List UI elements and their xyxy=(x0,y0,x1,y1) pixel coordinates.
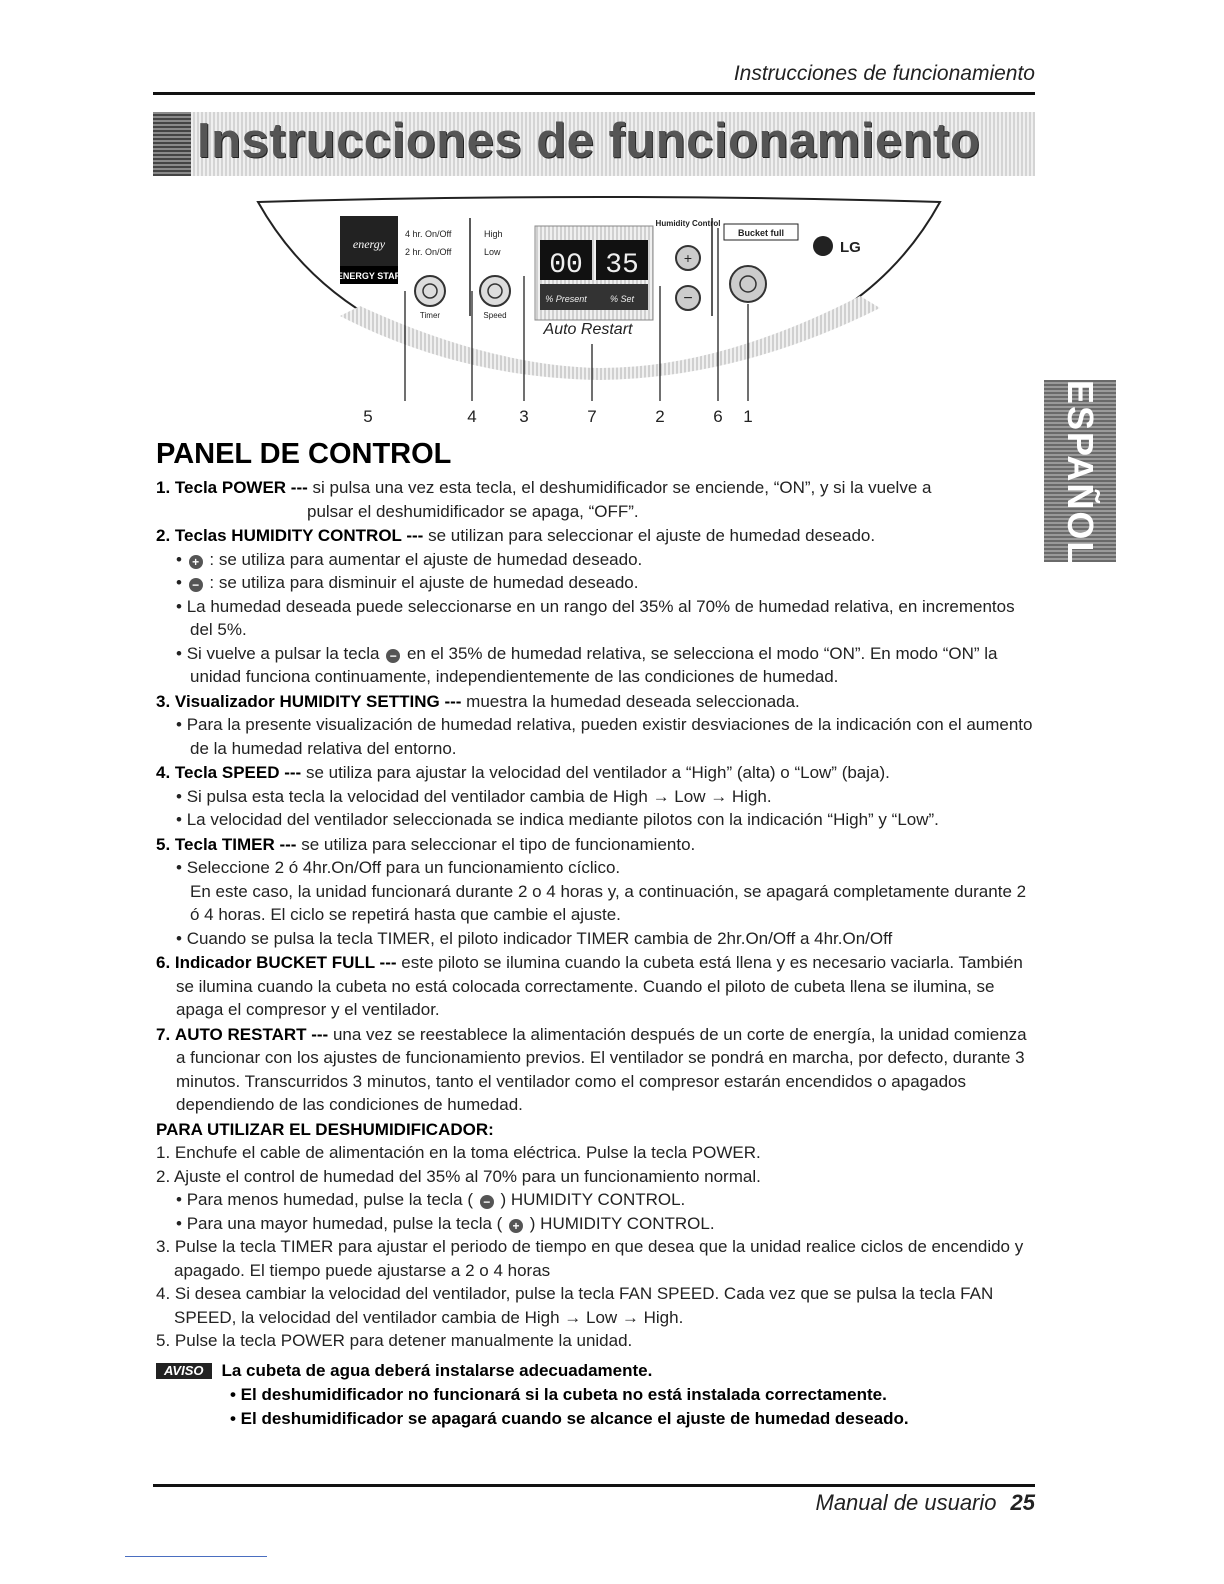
present-label: % Present xyxy=(545,294,587,304)
item-timer: 5. Tecla TIMER --- se utiliza para seleccionar el tipo de funcionamiento. • Seleccione 2 ó 4hr.On/Off para un funcionamiento cíclico. En este caso, la unidad funcionará durante 2 o 4 horas y, a continuación, se apagará completamente durante 2 ó 4 horas. El ciclo se repetirá hasta que cambie el ajuste. • Cuando se pulsa la tecla TIMER, el piloto indicador TIMER cambia de 2hr.On/Off a 4hr.On/Off xyxy=(156,834,1027,948)
title-block xyxy=(153,112,191,176)
callout-1: 1 xyxy=(743,407,753,426)
warning-badge: AVISO xyxy=(156,1363,212,1379)
usage-step-2b: • Para una mayor humedad, pulse la tecla ( + ) HUMIDITY CONTROL. xyxy=(176,1213,715,1233)
speed-button xyxy=(480,276,510,306)
instructions-content xyxy=(156,476,1036,1431)
callout-2: 2 xyxy=(655,407,665,426)
usage-step-2: 2. Ajuste el control de humedad del 35% al 70% para un funcionamiento normal. xyxy=(156,1166,761,1186)
minus-icon: − xyxy=(386,649,400,663)
callout-4: 4 xyxy=(467,407,477,426)
speed-opt-high: High xyxy=(484,229,503,239)
usage-step-2a: • Para menos humedad, pulse la tecla ( − ) HUMIDITY CONTROL. xyxy=(176,1190,686,1209)
running-header: Instrucciones de funcionamiento xyxy=(733,62,1035,85)
timer-opt-2hr: 2 hr. On/Off xyxy=(405,247,452,257)
bucket-full-label: Bucket full xyxy=(737,228,785,238)
item-bucket-full: 6. Indicador BUCKET FULL --- este piloto se ilumina cuando la cubeta está llena y es necesario vaciarla. También se ilumina cuando la cubeta no está colocada correctamente. Cuando el piloto de cubeta llena se ilumina, se apaga el compresor y el ventilador. xyxy=(156,953,1023,1019)
item-power: 1. Tecla POWER --- si pulsa una vez esta tecla, el deshumidificador se enciende, “ON”, y si la vuelve a pulsar el deshumidificador se apaga, “OFF”. xyxy=(156,478,932,521)
callout-5: 5 xyxy=(363,407,373,426)
footer-rule xyxy=(153,1484,1035,1487)
header-rule xyxy=(153,92,1035,95)
item-speed: 4. Tecla SPEED --- se utiliza para ajustar la velocidad del ventilador a “High” (alta) o “Low” (baja). • Si pulsa esta tecla la velocidad del ventilador cambia de High → Low → High. • La velocidad del ventilador seleccionada se indica mediante pilotos con la indicación “High” y “Low”. xyxy=(156,763,939,829)
callout-7: 7 xyxy=(587,407,597,426)
plus-icon: + xyxy=(189,555,203,569)
svg-text:+: + xyxy=(683,250,693,266)
warning-block: AVISO La cubeta de agua deberá instalarse adecuadamente. • El deshumidificador no funcionará si la cubeta no está instalada correctamente. • El deshumidificador se apagará cuando se alcance el ajuste de humedad deseado. xyxy=(156,1359,1036,1431)
usage-heading: PARA UTILIZAR EL DESHUMIDIFICADOR: xyxy=(156,1119,494,1139)
callout-3: 3 xyxy=(519,407,529,426)
svg-text:energy: energy xyxy=(352,237,386,251)
footer-manual-title: Manual de usuario xyxy=(815,1490,997,1515)
page-title: Instrucciones de funcionamiento xyxy=(197,114,981,168)
usage-step-5: 5. Pulse la tecla POWER para detener manualmente la unidad. xyxy=(156,1331,633,1350)
humidity-control-label: Humidity Control xyxy=(655,219,721,228)
minus-icon: − xyxy=(189,578,203,592)
decorative-line xyxy=(125,1556,267,1557)
usage-step-3: 3. Pulse la tecla TIMER para ajustar el periodo de tiempo en que desea que la unidad realice ciclos de encendido y apagado. El tiempo puede ajustarse a 2 o 4 horas xyxy=(156,1237,1024,1280)
language-tab xyxy=(1044,380,1116,566)
usage-step-1: 1. Enchufe el cable de alimentación en la toma eléctrica. Pulse la tecla POWER. xyxy=(156,1143,761,1162)
item-auto-restart: 7. AUTO RESTART --- una vez se reestablece la alimentación después de un corte de energía, la unidad comienza a funcionar con los ajustes de funcionamiento previos. El ventilador se pondrá en marcha, por defecto, durante 3 minutos. Transcurridos 3 minutos, tanto el ventilador como el compresor estarán encendidos o apagados dependiendo de las condiciones de humedad. xyxy=(156,1024,1027,1114)
timer-opt-4hr: 4 hr. On/Off xyxy=(405,229,452,239)
energy-star-logo xyxy=(337,216,402,284)
usage-step-4: 4. Si desea cambiar la velocidad del ventilador, pulse la tecla FAN SPEED. Cada vez que se pulsa la tecla FAN SPEED, la velocidad del ventilador cambia de High → Low → High. xyxy=(156,1284,994,1327)
minus-icon: − xyxy=(480,1195,494,1209)
section-heading: PANEL DE CONTROL xyxy=(156,438,452,470)
svg-text:−: − xyxy=(683,290,693,307)
page-number: 25 xyxy=(1010,1490,1035,1515)
speed-opt-low: Low xyxy=(484,247,501,257)
auto-restart-label: Auto Restart xyxy=(543,321,633,338)
plus-icon: + xyxy=(509,1219,523,1233)
item-humidity-control: 2. Teclas HUMIDITY CONTROL --- se utilizan para seleccionar el ajuste de humedad deseado. • + : se utiliza para aumentar el ajuste de humedad deseado. • − : se utiliza para disminuir el ajuste de humedad deseado. • La humedad deseada puede seleccionarse en un rango del 35% al 70% de humedad relativa, en incrementos del 5%. • Si vuelve a pulsar la tecla − en el 35% de humedad relativa, se selecciona el modo “ON”. En modo “ON” la unidad funciona continuamente, independientemente de las condiciones de humedad. xyxy=(156,526,1015,686)
item-humidity-setting: 3. Visualizador HUMIDITY SETTING --- muestra la humedad deseada seleccionada. • Para la presente visualización de humedad relativa, pueden existir desviaciones de la indicación con el aumento de la humedad relativa del entorno. xyxy=(156,691,1033,758)
set-label: % Set xyxy=(609,294,635,304)
display-right-value: 35 xyxy=(605,250,639,281)
language-tab-label: ESPAÑOL xyxy=(1060,380,1101,566)
footer xyxy=(0,1490,1035,1516)
power-button xyxy=(730,266,766,302)
brand-label: LG xyxy=(840,239,861,256)
control-panel-diagram xyxy=(240,196,960,428)
speed-label: Speed xyxy=(483,311,507,320)
timer-label: Timer xyxy=(419,311,441,320)
timer-button xyxy=(415,276,445,306)
display-left-value: 00 xyxy=(549,250,583,281)
energy-star-text: ENERGY STAR xyxy=(336,271,402,281)
lg-logo-mark xyxy=(813,236,833,256)
callout-6: 6 xyxy=(713,407,723,426)
